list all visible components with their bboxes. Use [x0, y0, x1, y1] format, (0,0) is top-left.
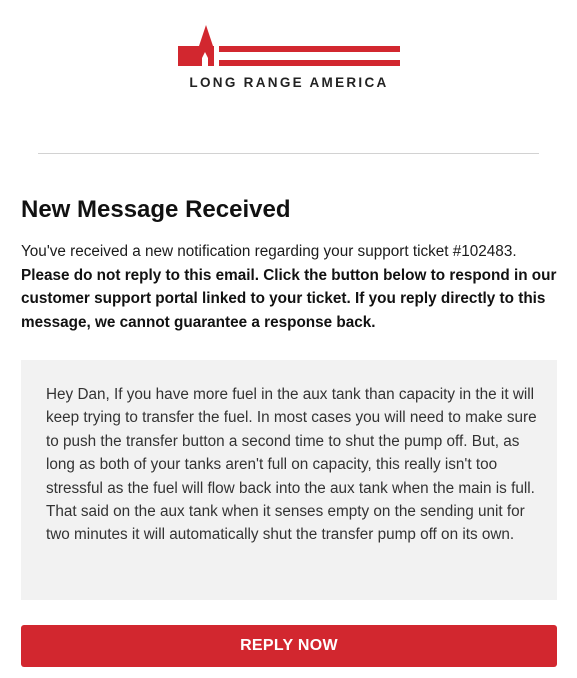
intro-text: You've received a new notification regarding your support ticket #102483. — [21, 243, 517, 260]
long-range-america-logo-icon — [178, 22, 400, 66]
message-body: Hey Dan, If you have more fuel in the aux tank than capacity in the it will keep trying to transfer the fuel. In most cases you will need to make sure to push the transfer button a second time to shut the pump off. But, as long as both of your tanks aren't full on capacity, this really isn't too stressful as the fuel will flow back into the aux tank when the main is full. That said on the aux tank when it senses empty on the sending unit for two minutes it will automatically shut the transfer pump off on its own. — [46, 386, 537, 544]
brand-logo — [178, 22, 400, 92]
email-title: New Message Received — [21, 196, 291, 223]
brand-name: LONG RANGE AMERICA — [189, 75, 389, 90]
intro-paragraph — [21, 240, 561, 334]
message-box — [21, 360, 557, 600]
header-divider — [38, 153, 539, 154]
reply-now-button[interactable]: REPLY NOW — [21, 625, 557, 667]
intro-warning: Please do not reply to this email. Click the button below to respond in our customer support portal linked to your ticket. If you reply directly to this message, we cannot guarantee a response back. — [21, 266, 557, 331]
